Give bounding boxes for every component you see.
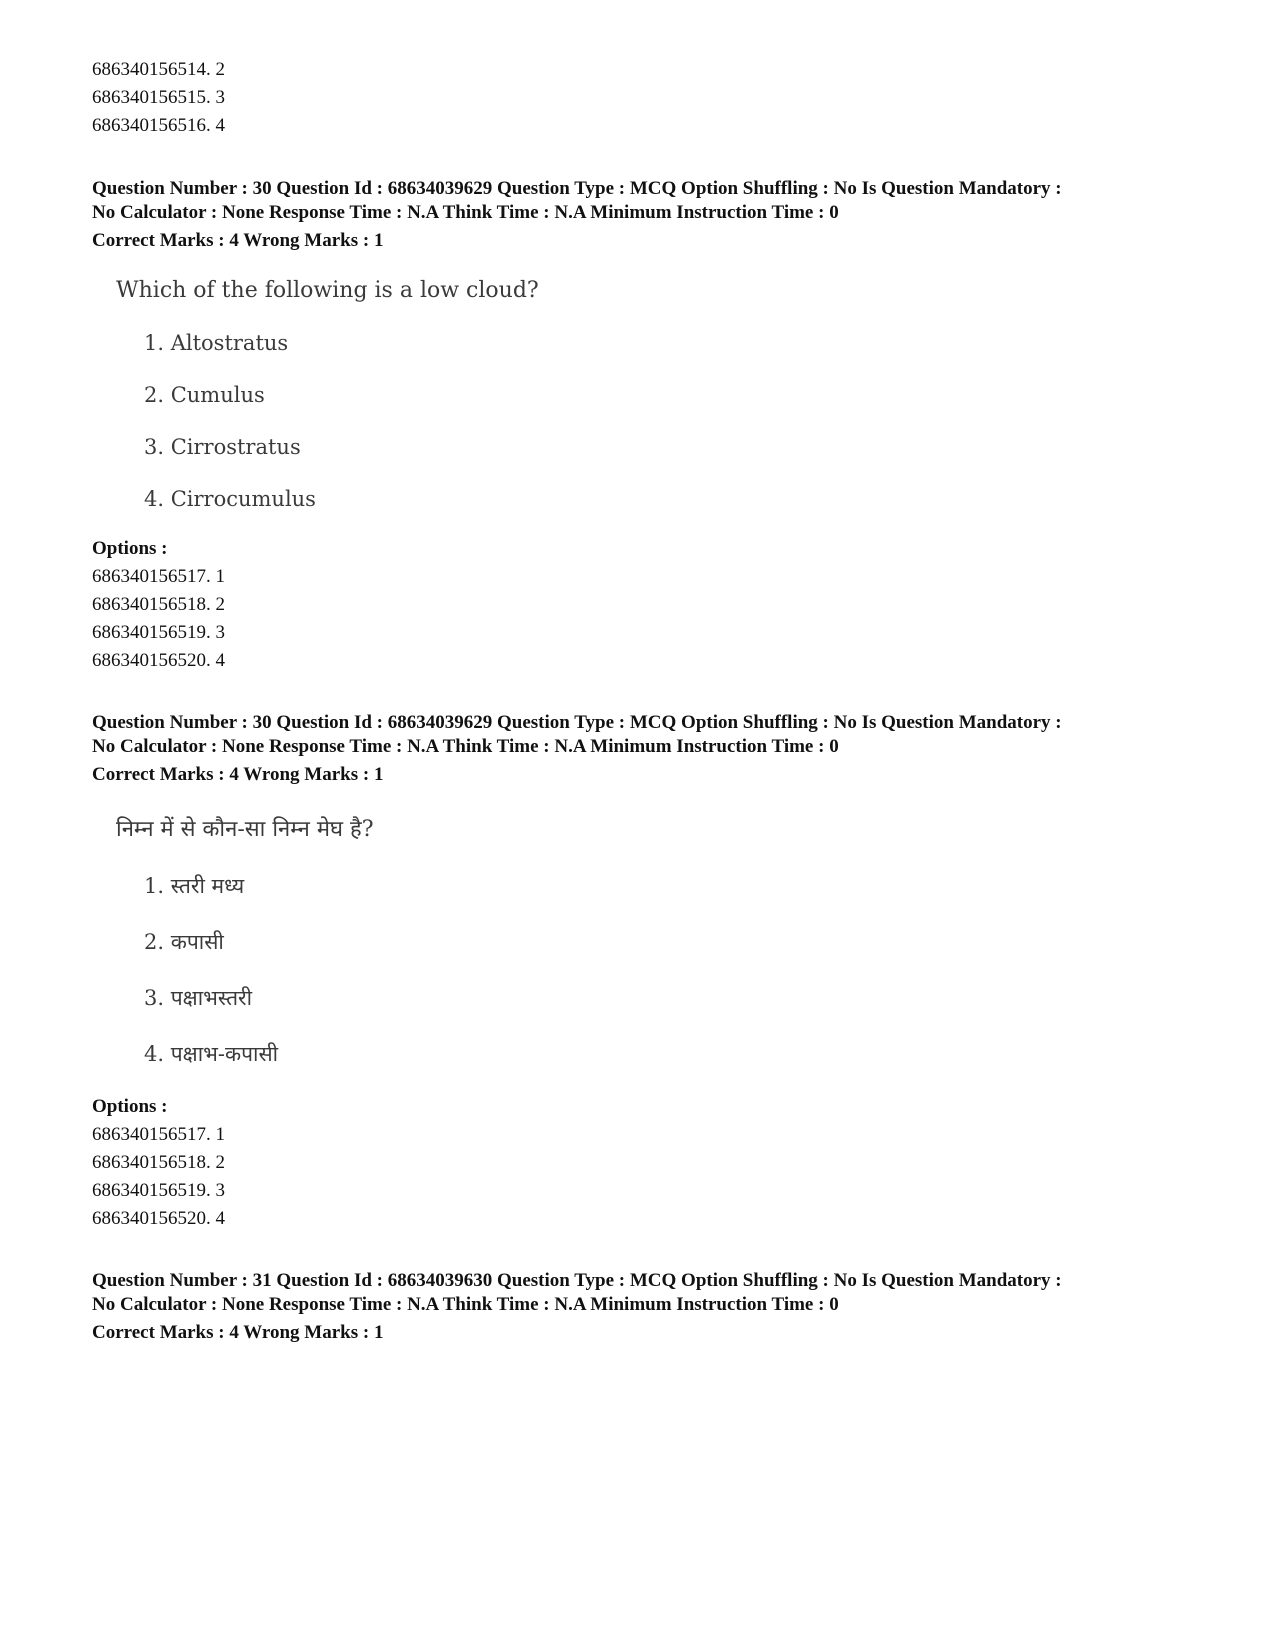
question-30-hindi-options (92, 1093, 1212, 1233)
options-label: Options : (92, 538, 168, 559)
question-meta-line-1: Question Number : 30 Question Id : 68634039629 Question Type : MCQ Option Shuffling : No Is Question Mandatory : (92, 712, 1062, 733)
question-meta-line-2: No Calculator : None Response Time : N.A Think Time : N.A Minimum Instruction Time : 0 (92, 202, 839, 223)
question-marks: Correct Marks : 4 Wrong Marks : 1 (92, 764, 384, 785)
question-30-english-image (116, 276, 816, 514)
option-line: 686340156517. 1 (92, 566, 225, 587)
question-30-hindi-image (116, 815, 816, 1069)
option-line: 686340156520. 4 (92, 650, 225, 671)
choice-4: 4. Cirrocumulus (144, 487, 316, 511)
question-30-hindi-header (92, 711, 1212, 789)
option-line: 686340156515. 3 (92, 87, 225, 108)
choice-2: 2. Cumulus (144, 383, 265, 407)
choice-3: 3. पक्षाभस्तरी (144, 986, 253, 1010)
option-line: 686340156518. 2 (92, 594, 225, 615)
question-stem: निम्न में से कौन-सा निम्न मेघ है? (116, 817, 374, 842)
question-meta-line-2: No Calculator : None Response Time : N.A Think Time : N.A Minimum Instruction Time : 0 (92, 736, 839, 757)
option-line: 686340156517. 1 (92, 1124, 225, 1145)
question-marks: Correct Marks : 4 Wrong Marks : 1 (92, 230, 384, 251)
previous-question-options (92, 56, 1212, 140)
question-30-english-header (92, 177, 1212, 255)
option-line: 686340156520. 4 (92, 1208, 225, 1229)
choice-1: 1. स्तरी मध्य (144, 874, 245, 898)
option-line: 686340156514. 2 (92, 59, 225, 80)
question-31-header (92, 1269, 1212, 1347)
question-meta-line-2: No Calculator : None Response Time : N.A Think Time : N.A Minimum Instruction Time : 0 (92, 1294, 839, 1315)
option-line: 686340156518. 2 (92, 1152, 225, 1173)
option-line: 686340156516. 4 (92, 115, 225, 136)
option-line: 686340156519. 3 (92, 622, 225, 643)
question-meta-line-1: Question Number : 31 Question Id : 68634039630 Question Type : MCQ Option Shuffling : No Is Question Mandatory : (92, 1270, 1062, 1291)
question-30-english-options (92, 535, 1212, 675)
choice-2: 2. कपासी (144, 930, 224, 954)
options-label: Options : (92, 1096, 168, 1117)
question-marks: Correct Marks : 4 Wrong Marks : 1 (92, 1322, 384, 1343)
choice-4: 4. पक्षाभ-कपासी (144, 1042, 279, 1066)
choice-1: 1. Altostratus (144, 331, 289, 355)
question-stem: Which of the following is a low cloud? (116, 278, 539, 303)
question-meta-line-1: Question Number : 30 Question Id : 68634039629 Question Type : MCQ Option Shuffling : No Is Question Mandatory : (92, 178, 1062, 199)
option-line: 686340156519. 3 (92, 1180, 225, 1201)
choice-3: 3. Cirrostratus (144, 435, 301, 459)
